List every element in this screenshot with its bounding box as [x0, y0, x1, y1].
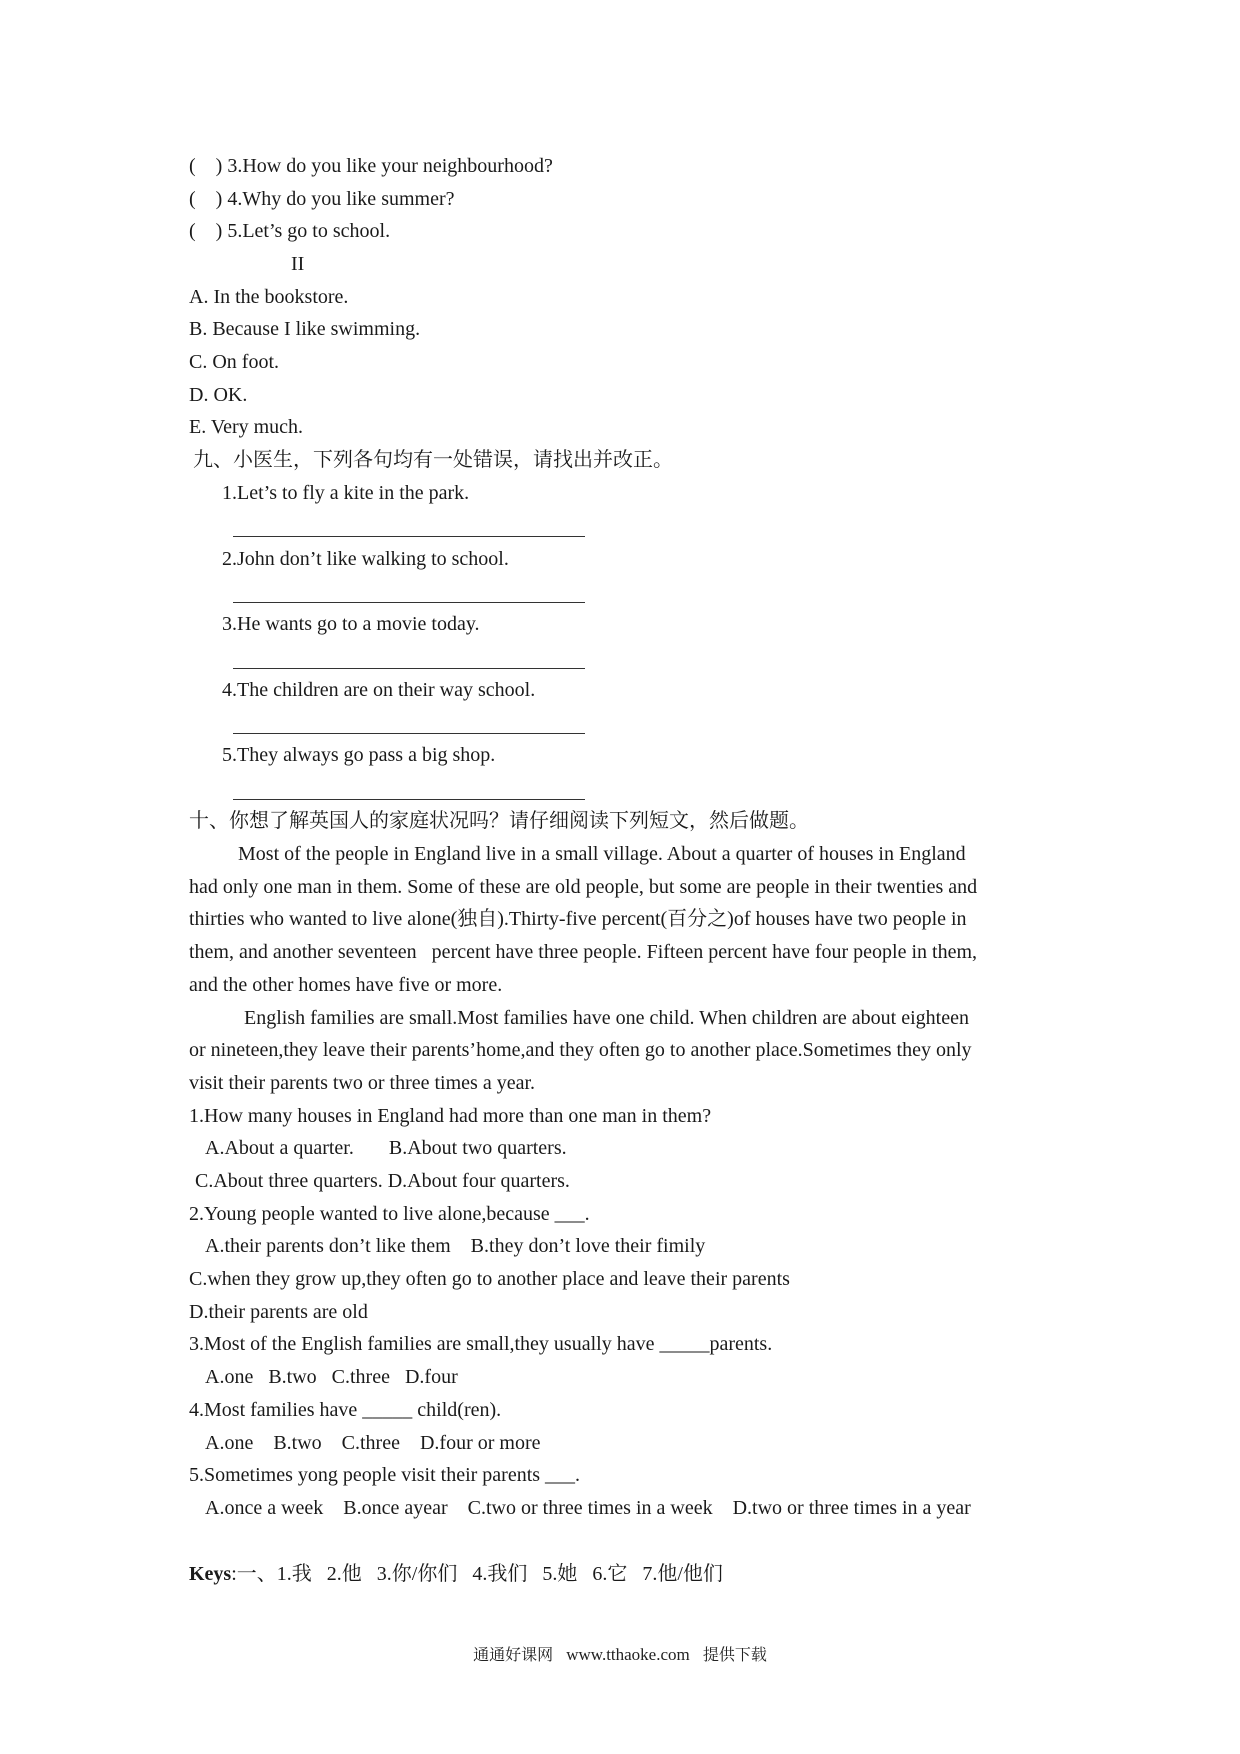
passage-line-1: Most of the people in England live in a small village. About a quarter of houses in England [238, 843, 966, 865]
column-label: II [291, 253, 305, 275]
reading-q4-options: A.one B.two C.three D.four or more [205, 1432, 541, 1454]
matching-question-3: ( ) 3.How do you like your neighbourhood? [189, 155, 553, 177]
reading-q2-options-line3: D.their parents are old [189, 1301, 368, 1323]
error-sentence-3: 3.He wants go to a movie today. [222, 613, 480, 635]
passage-line-8: visit their parents two or three times a year. [189, 1072, 536, 1094]
keys-text: :一、1.我 2.他 3.你/你们 4.我们 5.她 6.它 7.他/他们 [231, 1563, 723, 1585]
answer-option-b: B. Because I like swimming. [189, 318, 421, 340]
reading-question-3: 3.Most of the English families are small,they usually have _____parents. [189, 1333, 773, 1355]
passage-line-6: English families are small.Most families have one child. When children are about eighteen [244, 1007, 969, 1029]
matching-question-4: ( ) 4.Why do you like summer? [189, 188, 455, 210]
answer-blank-5[interactable] [233, 799, 585, 800]
footer-url[interactable]: www.tthaoke.com [566, 1645, 690, 1664]
answer-option-e: E. Very much. [189, 416, 304, 438]
answer-keys [189, 1561, 723, 1587]
reading-question-1: 1.How many houses in England had more than one man in them? [189, 1105, 712, 1127]
answer-blank-1[interactable] [233, 536, 585, 537]
passage-line-2: had only one man in them. Some of these are old people, but some are people in their twenties and [189, 876, 978, 898]
reading-question-5: 5.Sometimes yong people visit their parents ___. [189, 1464, 581, 1486]
footer-suffix: 提供下载 [702, 1645, 767, 1664]
error-sentence-5: 5.They always go pass a big shop. [222, 744, 496, 766]
matching-question-5: ( ) 5.Let’s go to school. [189, 220, 391, 242]
reading-q2-options-line1: A.their parents don’t like them B.they don’t love their fimily [205, 1235, 706, 1257]
passage-line-7: or nineteen,they leave their parents’home,and they often go to another place.Sometimes they only [189, 1039, 972, 1061]
footer-site-name: 通通好课网 [473, 1645, 554, 1664]
passage-line-4: them, and another seventeen percent have three people. Fifteen percent have four people in them, [189, 941, 977, 963]
passage-line-3: thirties who wanted to live alone(独自).Thirty-five percent(百分之)of houses have two people in [189, 908, 967, 930]
reading-q5-options: A.once a week B.once ayear C.two or three times in a week D.two or three times in a year [205, 1497, 971, 1519]
error-sentence-2: 2.John don’t like walking to school. [222, 548, 509, 570]
answer-option-c: C. On foot. [189, 351, 279, 373]
answer-option-a: A. In the bookstore. [189, 286, 349, 308]
reading-q1-options-line1: A.About a quarter. B.About two quarters. [205, 1137, 567, 1159]
answer-blank-2[interactable] [233, 602, 585, 603]
answer-option-d: D. OK. [189, 384, 248, 406]
error-sentence-1: 1.Let’s to fly a kite in the park. [222, 482, 470, 504]
answer-blank-3[interactable] [233, 668, 585, 669]
reading-question-4: 4.Most families have _____ child(ren). [189, 1399, 502, 1421]
section9-heading: 九、小医生，下列各句均有一处错误，请找出并改正。 [193, 449, 673, 471]
reading-q3-options: A.one B.two C.three D.four [205, 1366, 458, 1388]
page-footer [0, 1642, 1240, 1665]
error-sentence-4: 4.The children are on their way school. [222, 679, 536, 701]
reading-q1-options-line2: C.About three quarters. D.About four quarters. [195, 1170, 570, 1192]
reading-question-2: 2.Young people wanted to live alone,because ___. [189, 1203, 590, 1225]
passage-line-5: and the other homes have five or more. [189, 974, 503, 996]
section10-heading: 十、你想了解英国人的家庭状况吗？请仔细阅读下列短文，然后做题。 [189, 810, 809, 832]
keys-label: Keys [189, 1563, 232, 1585]
answer-blank-4[interactable] [233, 733, 585, 734]
reading-q2-options-line2: C.when they grow up,they often go to another place and leave their parents [189, 1268, 790, 1290]
